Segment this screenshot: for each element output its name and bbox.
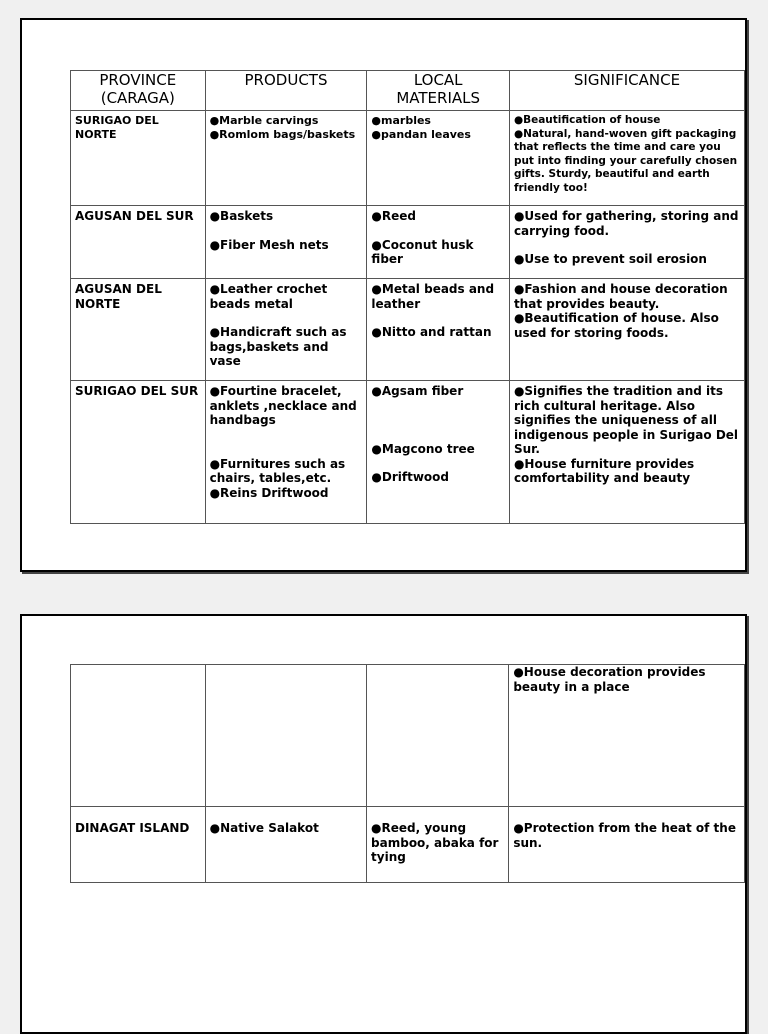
significance-cell: ●Protection from the heat of the sun. bbox=[509, 807, 745, 883]
handicraft-table-continued bbox=[70, 664, 745, 883]
table-row bbox=[71, 381, 745, 524]
header-significance: SIGNIFICANCE bbox=[509, 71, 744, 111]
significance-cell: ●House decoration provides beauty in a place bbox=[509, 665, 745, 807]
products-cell: ●Leather crochet beads metal ●Handicraft such as bags,baskets and vase bbox=[205, 279, 367, 381]
materials-cell: ●marbles ●pandan leaves bbox=[367, 111, 510, 206]
province-cell: DINAGAT ISLAND bbox=[71, 807, 206, 883]
materials-cell: ●Reed ●Coconut husk fiber bbox=[367, 206, 510, 279]
materials-cell: ●Metal beads and leather ●Nitto and rattan bbox=[367, 279, 510, 381]
materials-cell: ●Agsam fiber ●Magcono tree ●Driftwood bbox=[367, 381, 510, 524]
materials-cell bbox=[367, 665, 509, 807]
table-row bbox=[71, 279, 745, 381]
province-cell: AGUSAN DEL SUR bbox=[71, 206, 206, 279]
document-page-1 bbox=[20, 18, 747, 572]
products-cell: ●Baskets ●Fiber Mesh nets bbox=[205, 206, 367, 279]
header-products: PRODUCTS bbox=[205, 71, 367, 111]
province-cell: SURIGAO DEL SUR bbox=[71, 381, 206, 524]
significance-cell: ●Beautification of house ●Natural, hand-woven gift packaging that reflects the time and care you put into finding your carefully chosen gifts. Sturdy, beautiful and earth friendly too! bbox=[509, 111, 744, 206]
significance-cell: ●Signifies the tradition and its rich cultural heritage. Also signifies the uniqueness of all indigenous people in Surigao Del Sur. ●House furniture provides comfortability and beauty bbox=[509, 381, 744, 524]
table-row bbox=[71, 807, 745, 883]
table-header-row bbox=[71, 71, 745, 111]
significance-cell: ●Used for gathering, storing and carrying food. ●Use to prevent soil erosion bbox=[509, 206, 744, 279]
province-cell: SURIGAO DEL NORTE bbox=[71, 111, 206, 206]
header-province: PROVINCE (CARAGA) bbox=[71, 71, 206, 111]
header-local-materials: LOCAL MATERIALS bbox=[367, 71, 510, 111]
products-cell bbox=[205, 665, 366, 807]
materials-cell: ●Reed, young bamboo, abaka for tying bbox=[367, 807, 509, 883]
products-cell: ●Marble carvings ●Romlom bags/baskets bbox=[205, 111, 367, 206]
document-page-2 bbox=[20, 614, 747, 1034]
province-cell bbox=[71, 665, 206, 807]
table-row bbox=[71, 111, 745, 206]
table-row bbox=[71, 206, 745, 279]
products-cell: ●Fourtine bracelet, anklets ,necklace and handbags ●Furnitures such as chairs, tables,etc. ●Reins Driftwood bbox=[205, 381, 367, 524]
handicraft-table bbox=[70, 70, 745, 524]
products-cell: ●Native Salakot bbox=[205, 807, 366, 883]
table-row bbox=[71, 665, 745, 807]
province-cell: AGUSAN DEL NORTE bbox=[71, 279, 206, 381]
significance-cell: ●Fashion and house decoration that provides beauty. ●Beautification of house. Also used for storing foods. bbox=[509, 279, 744, 381]
